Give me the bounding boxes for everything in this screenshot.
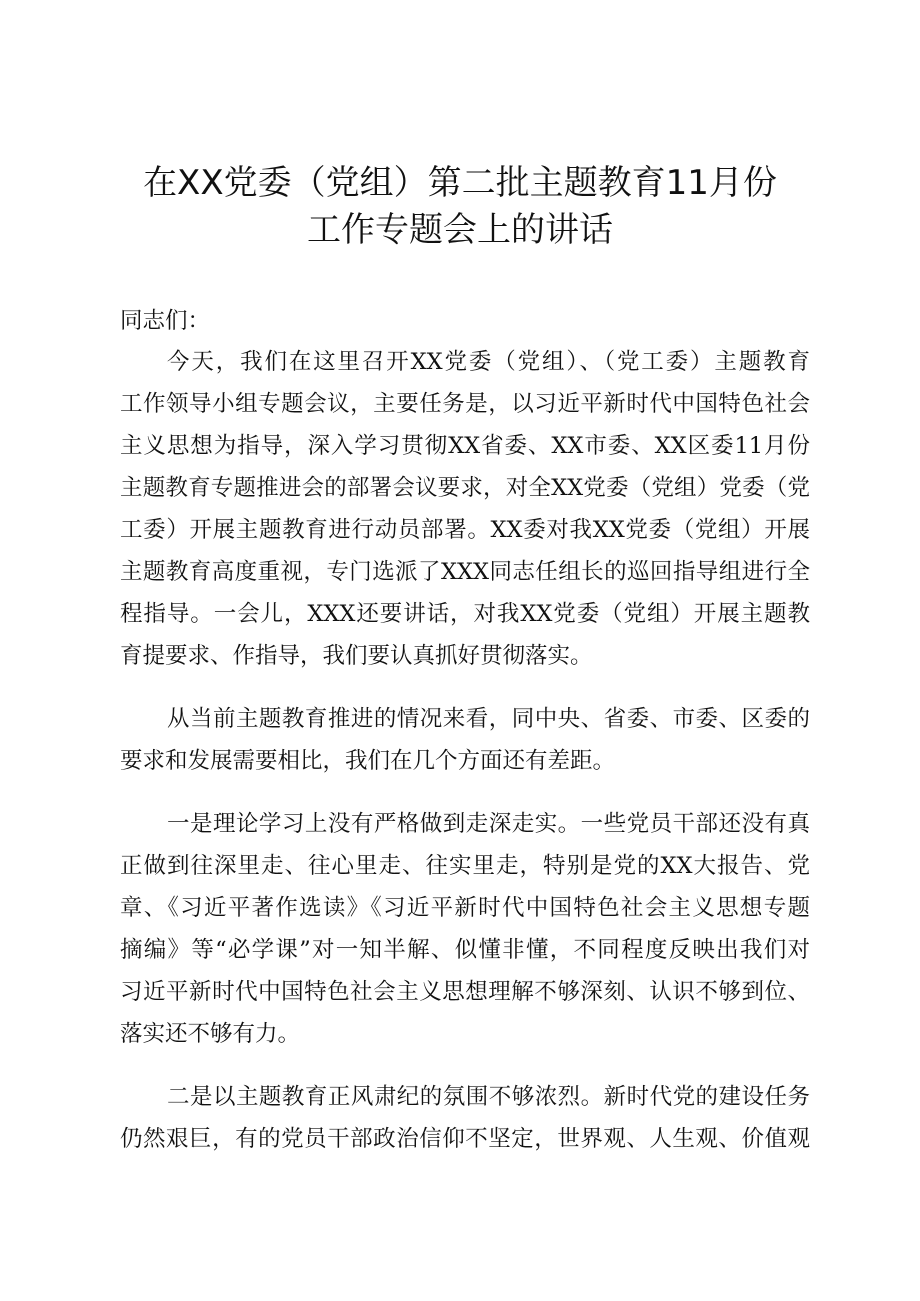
paragraph-1-line: 主题教育高度重视，专门选派了XXX同志任组长的巡回指导组进行全 [120, 559, 810, 585]
paragraph-1-line: 工委）开展主题教育进行动员部署。XX委对我XX党委（党组）开展 [120, 517, 810, 543]
document-title-line-1: 在XX党委（党组）第二批主题教育11月份 [143, 163, 777, 203]
paragraph-1-line: 主题教育专题推进会的部署会议要求，对全XX党委（党组）党委（党 [120, 475, 810, 501]
paragraph-2-line: 从当前主题教育推进的情况来看，同中央、省委、市委、区委的 [167, 706, 810, 732]
paragraph-3-line: 章、《习近平著作选读》《习近平新时代中国特色社会主义思想专题 [120, 895, 810, 921]
paragraph-1-line: 程指导。一会儿，XXX还要讲话，对我XX党委（党组）开展主题教 [120, 601, 810, 627]
paragraph-4-line: 仍然艰巨，有的党员干部政治信仰不坚定，世界观、人生观、价值观 [120, 1126, 810, 1152]
paragraph-1-line: 今天，我们在这里召开XX党委（党组）、（党工委）主题教育 [167, 349, 810, 375]
paragraph-1-line: 育提要求、作指导，我们要认真抓好贯彻落实。 [120, 643, 593, 669]
paragraph-3-line: 一是理论学习上没有严格做到走深走实。一些党员干部还没有真 [167, 811, 810, 837]
paragraph-3-line: 摘编》等“必学课”对一知半解、似懂非懂，不同程度反映出我们对 [120, 937, 810, 963]
paragraph-1-line: 主义思想为指导，深入学习贯彻XX省委、XX市委、XX区委11月份 [120, 433, 810, 459]
paragraph-3-line: 正做到往深里走、往心里走、往实里走，特别是党的XX大报告、党 [120, 853, 810, 879]
paragraph-2-line: 要求和发展需要相比，我们在几个方面还有差距。 [120, 748, 616, 774]
paragraph-3-line: 习近平新时代中国特色社会主义思想理解不够深刻、认识不够到位、 [120, 979, 810, 1005]
paragraph-3-line: 落实还不够有力。 [120, 1021, 301, 1047]
document-title-line-2: 工作专题会上的讲话 [307, 210, 613, 250]
salutation: 同志们： [120, 308, 211, 334]
paragraph-1-line: 工作领导小组专题会议，主要任务是，以习近平新时代中国特色社会 [120, 391, 810, 417]
paragraph-4-line: 二是以主题教育正风肃纪的氛围不够浓烈。新时代党的建设任务 [167, 1084, 810, 1110]
